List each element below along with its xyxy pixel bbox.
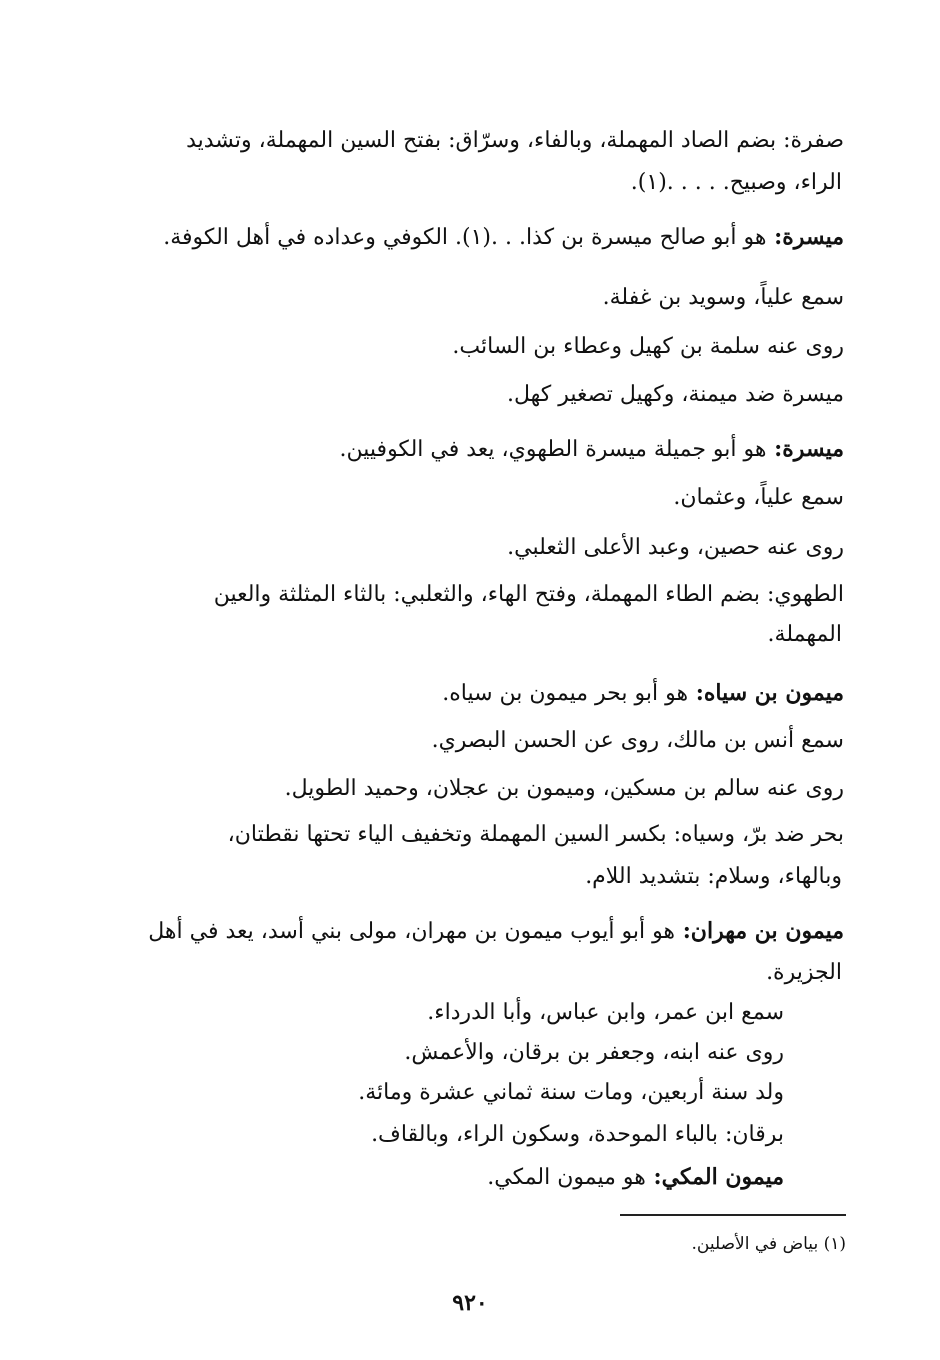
entry-heading: ميسرة: [766,224,844,250]
text-line: برقان: بالباء الموحدة، وسكون الراء، وبالقاف. [371,1122,784,1147]
entry-heading: ميمون بن مهران: [675,918,844,944]
page-number: ٩٢٠ [452,1290,488,1316]
text-line: روى عنه حصين، وعبد الأعلى الثعلبي. [507,535,844,560]
entry-line: ميمون بن مهران: هو أبو أيوب ميمون بن مهران، مولى بني أسد، يعد في أهل [148,918,844,944]
entry-line: ميمون بن سياه: هو أبو بحر ميمون بن سياه. [442,680,844,706]
text-line: وبالهاء، وسلام: بتشديد اللام. [585,864,842,889]
text-line: روى عنه سالم بن مسكين، وميمون بن عجلان، وحميد الطويل. [284,776,844,801]
text-line: بحر ضد برّ، وسياه: بكسر السين المهملة وتخفيف الياء تحتها نقطتان، [227,822,844,847]
entry-line: ميمون المكي: هو ميمون المكي. [487,1164,784,1190]
text-line: صفرة: بضم الصاد المهملة، وبالفاء، وسرّاق: بفتح السين المهملة، وتشديد [186,128,844,153]
text-line: الراء، وصبيح. . . . .(١). [630,170,842,195]
text-line: سمع ابن عمر، وابن عباس، وأبا الدرداء. [427,1000,784,1025]
text-line: روى عنه ابنه، وجعفر بن برقان، والأعمش. [404,1040,784,1065]
entry-line: ميسرة: هو أبو جميلة ميسرة الطهوي، يعد في الكوفيين. [339,436,844,462]
text-line: سمع أنس بن مالك، روى عن الحسن البصري. [431,728,844,753]
text-line: الجزيرة. [766,960,842,985]
entry-heading: ميمون المكي: [645,1164,784,1190]
text-line: سمع علياً، وسويد بن غفلة. [602,285,844,310]
text-line: ميسرة ضد ميمنة، وكهيل تصغير كهل. [507,382,844,407]
footnote: (١) بياض في الأصلين. [691,1234,846,1254]
text-line: سمع علياً، وعثمان. [673,485,844,510]
entry-heading: ميمون بن سياه: [688,680,844,706]
text-line: روى عنه سلمة بن كهيل وعطاء بن السائب. [452,334,844,359]
entry-line: ميسرة: هو أبو صالح ميسرة بن كذا. . .(١). الكوفي وعداده في أهل الكوفة. [163,224,844,250]
text-line: المهملة. [767,622,842,647]
entry-heading: ميسرة: [766,436,844,462]
footnote-divider [620,1214,846,1216]
text-line: الطهوي: بضم الطاء المهملة، وفتح الهاء، والثعلبي: بالثاء المثلثة والعين [213,582,844,607]
text-line: ولد سنة أربعين، ومات سنة ثماني عشرة ومائة. [358,1080,784,1105]
